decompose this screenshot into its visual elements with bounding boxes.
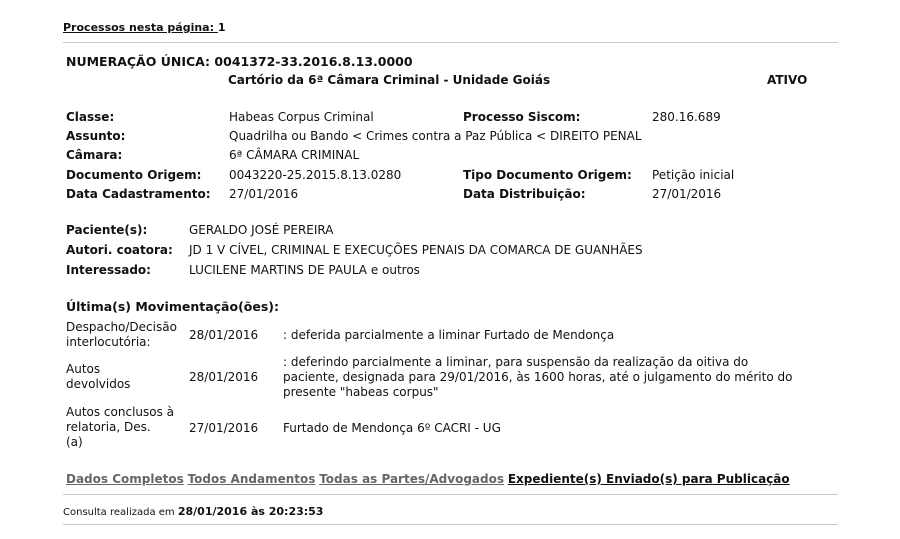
divider-footer [63, 524, 838, 525]
paciente-label: Paciente(s): [66, 223, 148, 237]
interessado-value: LUCILENE MARTINS DE PAULA e outros [189, 263, 420, 277]
processes-on-page [63, 21, 226, 34]
classe-value: Habeas Corpus Criminal [229, 110, 374, 124]
movement-description-line: presente "habeas corpus" [283, 385, 439, 399]
assunto-value: Quadrilha ou Bando < Crimes contra a Paz Pública < DIREITO PENAL [229, 129, 642, 143]
classe-label: Classe: [66, 110, 115, 124]
movement-date: 28/01/2016 [189, 370, 259, 384]
processo-siscom-label: Processo Siscom: [463, 110, 581, 124]
movement-type [66, 362, 130, 392]
movement-description-line: : deferida parcialmente a liminar Furtado de Mendonça [283, 328, 615, 342]
autori-coatora-value: JD 1 V CÍVEL, CRIMINAL E EXECUÇÕES PENAIS DA COMARCA DE GUANHÃES [189, 243, 643, 257]
movement-type-line: (a) [66, 435, 83, 449]
consulta-footer [63, 505, 323, 518]
movement-description-line: Furtado de Mendonça 6º CACRI - UG [283, 421, 501, 435]
processo-siscom-value: 280.16.689 [652, 110, 721, 124]
movement-description [283, 421, 501, 436]
links-bar [66, 472, 790, 486]
movement-date: 28/01/2016 [189, 328, 259, 342]
movement-type [66, 405, 174, 450]
tipo-documento-origem-label: Tipo Documento Origem: [463, 168, 632, 182]
movement-date: 27/01/2016 [189, 421, 259, 435]
divider-top [63, 42, 838, 43]
camara-value: 6ª CÂMARA CRIMINAL [229, 148, 360, 162]
expediente-link[interactable]: Expediente(s) Enviado(s) para Publicação [507, 472, 790, 486]
movement-type-line: devolvidos [66, 377, 131, 391]
processes-count: 1 [217, 21, 226, 34]
movement-type-line: Despacho/Decisão [66, 320, 177, 334]
movements-title: Última(s) Movimentação(ões): [66, 299, 280, 314]
autori-coatora-label: Autori. coatora: [66, 243, 173, 257]
cartorio: Cartório da 6ª Câmara Criminal - Unidade Goiás [228, 73, 551, 87]
data-cadastramento-label: Data Cadastramento: [66, 187, 211, 201]
movement-type-line: relatoria, Des. [66, 420, 151, 434]
camara-label: Câmara: [66, 148, 123, 162]
movement-description [283, 328, 614, 343]
documento-origem-value: 0043220-25.2015.8.13.0280 [229, 168, 402, 182]
todas-partes-link[interactable]: Todas as Partes/Advogados [319, 472, 504, 486]
movement-description-line: : deferindo parcialmente a liminar, para suspensão da realização da oitiva do [283, 355, 749, 369]
movement-description-line: paciente, designada para 29/01/2016, às 1600 horas, até o julgamento do mérito do [283, 370, 793, 384]
processes-label: Processos nesta página: [63, 21, 214, 34]
divider-bottom [63, 494, 838, 495]
movement-type-line: interlocutória: [66, 335, 151, 349]
movement-type-line: Autos [66, 362, 101, 376]
consulta-timestamp: 28/01/2016 às 20:23:53 [177, 505, 324, 518]
numeracao-label: NUMERAÇÃO ÚNICA: [66, 54, 211, 69]
consulta-label: Consulta realizada em [63, 507, 175, 518]
data-cadastramento-value: 27/01/2016 [229, 187, 299, 201]
data-distribuicao-value: 27/01/2016 [652, 187, 722, 201]
data-distribuicao-label: Data Distribuição: [463, 187, 586, 201]
assunto-label: Assunto: [66, 129, 126, 143]
status-badge: ATIVO [767, 73, 808, 87]
movement-type [66, 320, 177, 350]
movement-type-line: Autos conclusos à [66, 405, 175, 419]
todos-andamentos-link[interactable]: Todos Andamentos [187, 472, 316, 486]
documento-origem-label: Documento Origem: [66, 168, 202, 182]
paciente-value: GERALDO JOSÉ PEREIRA [189, 223, 334, 237]
interessado-label: Interessado: [66, 263, 151, 277]
dados-completos-link[interactable]: Dados Completos [66, 472, 184, 486]
numeracao-unica [66, 54, 413, 69]
numeracao-value: 0041372-33.2016.8.13.0000 [214, 54, 413, 69]
tipo-documento-origem-value: Petição inicial [652, 168, 735, 182]
movement-description [283, 355, 792, 400]
